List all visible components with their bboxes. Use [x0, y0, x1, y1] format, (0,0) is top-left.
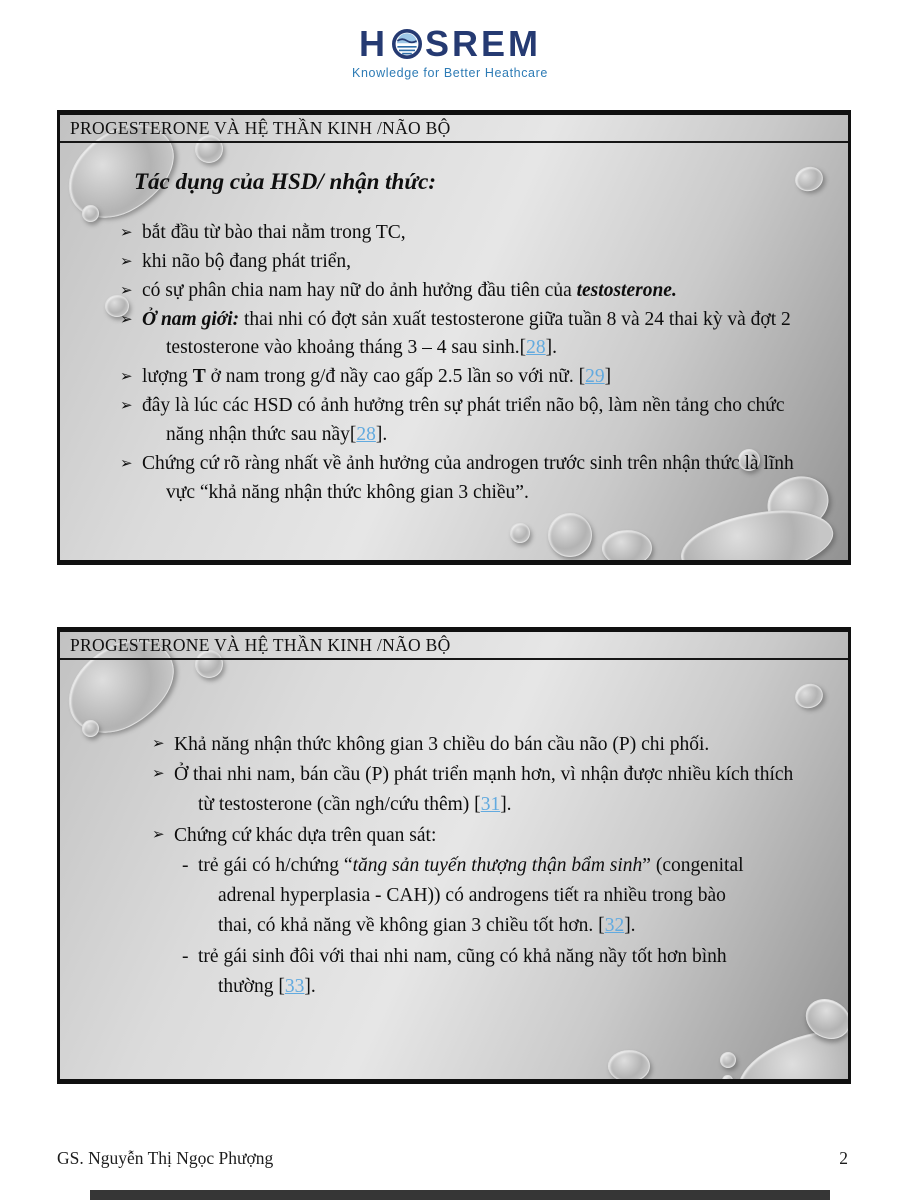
bullet-marker: ➢ [152, 736, 165, 752]
water-droplet-decoration [82, 205, 99, 222]
logo-letter-h: H [358, 23, 388, 64]
text-segment: khi não bộ đang phát triển, [142, 250, 352, 272]
text-segment: ” (congenital adrenal hyperplasia - CAH)) có androgens tiết ra nhiều trong bào thai, có khả năng về không gian 3 chiều tốt hơn. [ [218, 854, 744, 937]
text-segment: Ở thai nhi nam, bán cầu (P) phát triển mạnh hơn, vì nhận được nhiều kích thích từ testosterone (cần ngh/cứu thêm) [ [174, 764, 794, 816]
bullet-text [174, 730, 799, 760]
text-segment: Ở nam giới: [142, 308, 240, 330]
bullet-text [142, 219, 798, 248]
text-segment: T [192, 366, 206, 388]
bullet-text [142, 306, 798, 364]
logo-tagline: Knowledge for Better Heathcare [352, 66, 548, 80]
bullet-text [142, 248, 798, 277]
text-segment: đây là lúc các HSD có ảnh hưởng trên sự phát triển não bộ, làm nền tảng cho chức năng nhận thức sau nầy[ [142, 395, 785, 446]
slide-header: PROGESTERONE VÀ HỆ THẦN KINH /NÃO BỘ [60, 115, 848, 143]
bullet [120, 248, 798, 277]
bullet-marker: ➢ [120, 253, 133, 270]
bullet-text [174, 760, 799, 820]
bullet-marker: - [182, 945, 189, 967]
bullet-text [142, 363, 798, 392]
citation-link[interactable]: 29 [585, 366, 605, 388]
bullet [120, 277, 798, 306]
bullet-marker: - [182, 854, 189, 876]
bullet [120, 363, 798, 392]
water-droplet-decoration [602, 530, 652, 565]
bullet-text [142, 277, 798, 306]
citation-link[interactable]: 31 [480, 794, 501, 816]
citation-link[interactable]: 28 [356, 424, 376, 446]
water-droplet-decoration [722, 1075, 733, 1084]
footer-author: GS. Nguyễn Thị Ngọc Phượng [57, 1148, 274, 1168]
next-page-edge [90, 1190, 830, 1200]
bullet-marker: ➢ [120, 455, 133, 472]
text-segment: ở nam trong g/đ nầy cao gấp 2.5 lần so với nữ. [ [205, 366, 586, 388]
bullet [120, 219, 798, 248]
bullet [120, 450, 798, 508]
bullet [120, 392, 798, 450]
text-segment: Chứng cứ khác dựa trên quan sát: [174, 824, 437, 846]
hosrem-logo [0, 23, 900, 80]
text-segment: ]. [500, 794, 512, 816]
bullet-marker: ➢ [120, 225, 133, 241]
bullet-marker: ➢ [120, 311, 133, 328]
slide-1 [57, 110, 851, 565]
bullet-text [142, 450, 798, 508]
text-segment: Khả năng nhận thức không gian 3 chiều do bán cầu não (P) chi phối. [174, 734, 710, 755]
bullet-text [174, 821, 799, 851]
citation-link[interactable]: 32 [604, 915, 625, 937]
water-droplet-decoration [720, 1052, 736, 1068]
water-droplet-decoration [510, 523, 530, 543]
text-segment: ]. [304, 975, 316, 997]
text-segment: trẻ gái có h/chứng “ [198, 854, 353, 876]
bullet-text [198, 942, 759, 1002]
text-segment: bắt đầu từ bào thai nằm trong TC, [142, 222, 406, 243]
bullet-marker: ➢ [120, 282, 133, 299]
text-segment: testosterone. [576, 279, 677, 301]
bullet [182, 851, 759, 942]
bullet [120, 306, 798, 364]
bullet [152, 760, 799, 820]
slide-title: Tác dụng của HSD/ nhận thức: [134, 169, 436, 194]
text-segment: ]. [545, 337, 558, 359]
text-segment: lượng [142, 366, 193, 388]
bullet-list [152, 730, 799, 1002]
bullet [152, 730, 799, 760]
footer-page-number: 2 [839, 1148, 848, 1168]
logo-letters-srem: SREM [424, 23, 541, 64]
text-segment: ]. [375, 424, 388, 446]
text-segment: ] [604, 366, 612, 388]
water-droplet-decoration [82, 720, 99, 737]
citation-link[interactable]: 33 [284, 975, 305, 997]
bullet-list [120, 219, 798, 508]
slide-header: PROGESTERONE VÀ HỆ THẦN KINH /NÃO BỘ [60, 632, 848, 660]
text-segment: Chứng cứ rõ ràng nhất về ảnh hưởng của androgen trước sinh trên nhận thức là lĩnh vực “khả năng nhận thức không gian 3 chiều”. [142, 452, 794, 503]
text-segment: thai nhi có đợt sản xuất testosterone giữa tuần 8 và 24 thai kỳ và đợt 2 testosterone vào khoảng tháng 3 – 4 sau sinh.[ [166, 308, 791, 359]
bullet-marker: ➢ [120, 369, 133, 386]
bullet [152, 821, 799, 851]
bullet-text [142, 392, 798, 450]
citation-link[interactable]: 28 [526, 337, 546, 359]
bullet-marker: ➢ [120, 398, 133, 415]
bullet-marker: ➢ [152, 826, 165, 843]
text-segment: có sự phân chia nam hay nữ do ảnh hưởng đầu tiên của [142, 279, 577, 301]
bullet-marker: ➢ [152, 766, 165, 783]
bullet [182, 942, 759, 1002]
bullet-text [198, 851, 759, 942]
water-droplet-decoration [608, 1050, 650, 1082]
water-droplet-decoration [792, 681, 825, 711]
logo-globe-icon [391, 28, 423, 65]
text-segment: trẻ gái sinh đôi với thai nhi nam, cũng có khả năng nầy tốt hơn bình thường [ [198, 945, 727, 997]
text-segment: tăng sản tuyến thượng thận bẩm sinh [352, 854, 643, 876]
water-droplet-decoration [548, 513, 592, 557]
text-segment: ]. [624, 915, 636, 937]
slide-2 [57, 627, 851, 1084]
